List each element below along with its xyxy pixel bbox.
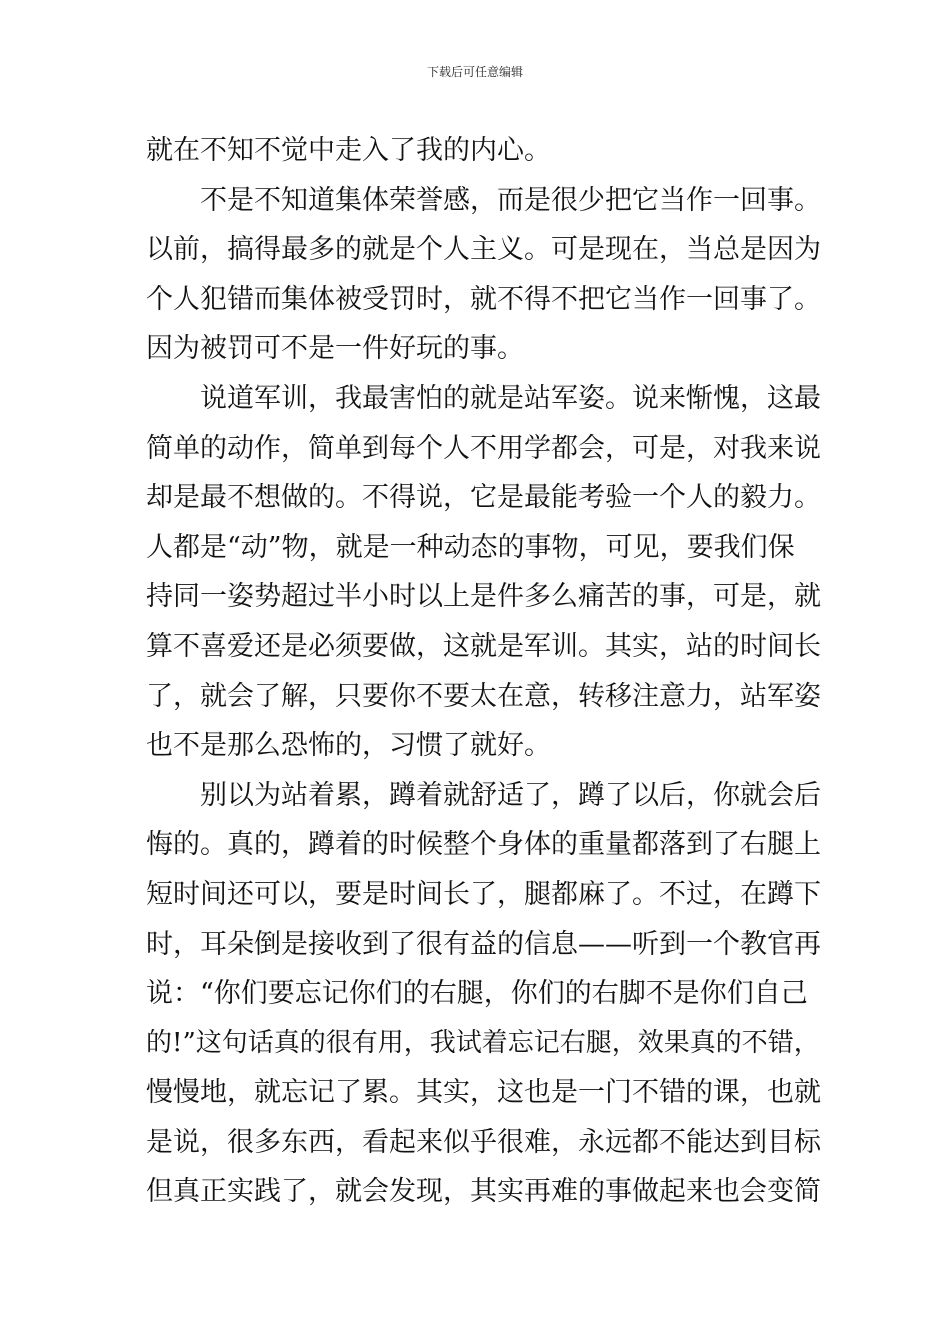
text-line: 就在不知不觉中走入了我的内心。 <box>146 135 551 166</box>
text-line: 但真正实践了，就会发现，其实再难的事做起来也会变简 <box>146 1176 821 1208</box>
text-line: 是说，很多东西，看起来似乎很难，永远都不能达到目标 <box>146 1126 821 1158</box>
text-line: 别以为站着累，蹲着就舒适了，蹲了以后，你就会后 <box>200 779 821 811</box>
text-line: 却是最不想做的。不得说，它是最能考验一个人的毅力。 <box>146 482 821 514</box>
text-line: 以前，搞得最多的就是个人主义。可是现在，当总是因为 <box>146 234 821 266</box>
text-line: 人都是“动”物，就是一种动态的事物，可见，要我们保 <box>146 531 795 563</box>
page-header: 下载后可任意编辑 <box>426 65 523 79</box>
text-line: 了，就会了解，只要你不要太在意，转移注意力，站军姿 <box>146 680 821 712</box>
text-line: 悔的。真的，蹲着的时候整个身体的重量都落到了右腿上 <box>146 829 821 861</box>
text-line: 说：“你们要忘记你们的右腿，你们的右脚不是你们自己 <box>146 978 808 1010</box>
text-line: 也不是那么恐怖的，习惯了就好。 <box>146 730 551 762</box>
text-line: 因为被罚可不是一件好玩的事。 <box>146 333 524 365</box>
text-line: 的!”这句话真的很有用，我试着忘记右腿，效果真的不错， <box>146 1027 820 1058</box>
text-line: 时，耳朵倒是接收到了很有益的信息——听到一个教官再 <box>146 928 821 960</box>
document-body <box>146 126 821 1217</box>
text-line: 不是不知道集体荣誉感，而是很少把它当作一回事。 <box>200 184 821 216</box>
text-line: 说道军训，我最害怕的就是站军姿。说来惭愧，这最 <box>200 382 821 414</box>
text-line: 持同一姿势超过半小时以上是件多么痛苦的事，可是，就 <box>146 581 821 613</box>
text-line: 短时间还可以，要是时间长了，腿都麻了。不过，在蹲下 <box>146 878 821 910</box>
text-line: 算不喜爱还是必须要做，这就是军训。其实，站的时间长 <box>146 630 821 662</box>
text-line: 个人犯错而集体被受罚时，就不得不把它当作一回事了。 <box>146 283 821 315</box>
text-line: 慢慢地，就忘记了累。其实，这也是一门不错的课，也就 <box>146 1077 821 1109</box>
text-line: 简单的动作，简单到每个人不用学都会，可是，对我来说 <box>146 432 821 464</box>
